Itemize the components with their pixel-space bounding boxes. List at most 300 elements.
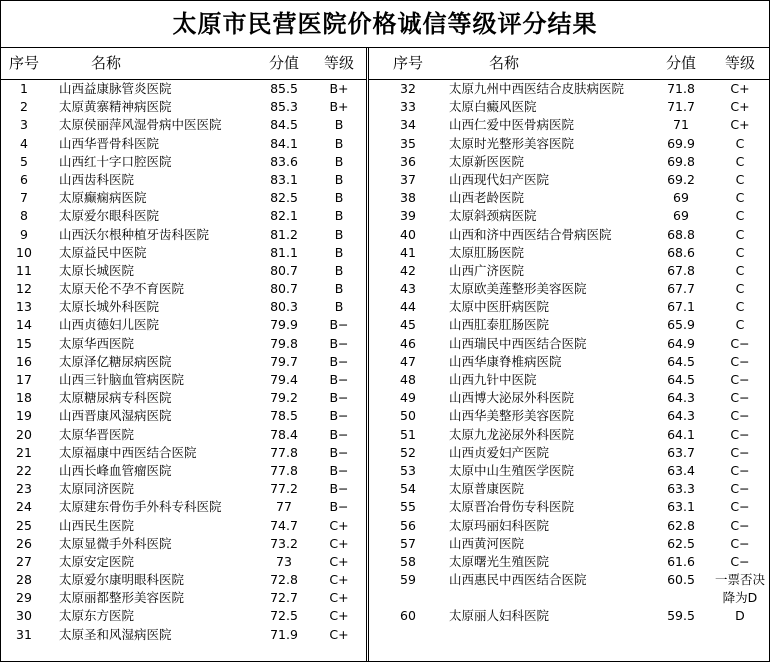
- hospital-name: 太原同济医院: [59, 481, 135, 497]
- grade-value: B−: [329, 390, 349, 406]
- score-value: 60.5: [667, 572, 695, 588]
- row-number: 38: [400, 190, 416, 206]
- hospital-name: 山西贞爱妇产医院: [449, 444, 550, 460]
- score-value: 80.3: [270, 299, 298, 315]
- score-value: 79.4: [270, 372, 298, 387]
- hospital-name: 山西黄河医院: [449, 535, 525, 551]
- row-number: 22: [16, 462, 32, 478]
- table-row: [369, 98, 770, 116]
- score-value: 63.1: [667, 499, 695, 515]
- hospital-name: 太原九龙泌尿外科医院: [449, 426, 575, 442]
- score-value: 64.5: [667, 353, 695, 369]
- score-value: 78.4: [270, 426, 298, 442]
- score-value: 82.5: [270, 190, 298, 206]
- grade-value: C: [735, 226, 745, 242]
- grade-value: B−: [329, 499, 349, 515]
- score-value: 62.8: [667, 517, 695, 533]
- row-number: 50: [400, 408, 416, 424]
- grade-value: C−: [730, 408, 750, 424]
- table-header-right: [369, 48, 770, 80]
- hospital-name: 山西现代妇产医院: [449, 171, 550, 187]
- grade-value: B−: [329, 353, 349, 369]
- row-number: 33: [400, 99, 416, 115]
- table-row: [1, 171, 366, 189]
- table-row: [369, 426, 770, 444]
- row-number: 10: [16, 244, 32, 260]
- score-value: 83.6: [270, 153, 298, 169]
- row-number: 48: [400, 372, 416, 387]
- hospital-name: 山西长峰血管瘤医院: [59, 462, 172, 478]
- score-value: 59.5: [667, 608, 695, 624]
- score-value: 77.8: [270, 444, 298, 460]
- score-value: 61.6: [667, 553, 695, 569]
- header-no: 序号: [8, 54, 39, 72]
- table-row: [369, 353, 770, 371]
- grade-value: C+: [329, 535, 349, 551]
- row-number: 59: [400, 572, 416, 588]
- grade-value: C−: [730, 553, 750, 569]
- hospital-name: 山西肛泰肛肠医院: [449, 317, 550, 333]
- table-row: [1, 498, 366, 516]
- table-row: [369, 316, 770, 334]
- row-number: 12: [16, 281, 32, 297]
- row-number: 14: [16, 317, 32, 333]
- row-number: 20: [16, 426, 32, 442]
- table-row: [1, 207, 366, 225]
- table-row: [369, 553, 770, 571]
- grade-value: B−: [329, 408, 349, 424]
- hospital-name: 山西华晋骨科医院: [59, 135, 160, 151]
- grade-value: C: [735, 244, 745, 260]
- score-value: 73.2: [270, 535, 298, 551]
- row-number: 40: [400, 226, 416, 242]
- right-column: [368, 48, 770, 661]
- table-row: [1, 316, 366, 334]
- table-row: [1, 426, 366, 444]
- table-row: [1, 116, 366, 134]
- table-row: [369, 462, 770, 480]
- table-row: [369, 207, 770, 225]
- grade-value: C−: [730, 426, 750, 442]
- row-number: 1: [20, 81, 28, 96]
- row-number: 53: [400, 462, 416, 478]
- score-value: 64.9: [667, 335, 695, 351]
- grade-value: C−: [730, 535, 750, 551]
- table-row: [1, 80, 366, 98]
- row-number: 15: [16, 335, 32, 351]
- hospital-name: 太原爱尔眼科医院: [59, 208, 160, 224]
- header-no: 序号: [392, 54, 423, 72]
- hospital-name: 太原中医肝病医院: [449, 299, 550, 315]
- table-row: [369, 407, 770, 425]
- grade-value: B+: [329, 99, 349, 115]
- grade-value: B: [334, 135, 344, 151]
- hospital-name: 山西齿科医院: [59, 171, 135, 187]
- hospital-name: 太原华西医院: [59, 335, 135, 351]
- header-name: 名称: [91, 54, 122, 72]
- grade-value: C+: [329, 590, 349, 606]
- grade-value: B: [334, 226, 344, 242]
- grade-value: C−: [730, 335, 750, 351]
- score-value: 80.7: [270, 281, 298, 297]
- row-number: 54: [400, 481, 416, 497]
- hospital-name: 山西华康脊椎病医院: [449, 353, 562, 369]
- score-value: 63.7: [667, 444, 695, 460]
- header-grade: 等级: [724, 54, 755, 72]
- score-value: 85.5: [270, 81, 298, 96]
- table-row: [369, 244, 770, 262]
- score-value: 64.3: [667, 390, 695, 406]
- score-value: 69: [673, 208, 689, 224]
- hospital-name: 太原晋冶骨伤专科医院: [449, 499, 575, 515]
- table-row: [1, 589, 366, 607]
- header-score: 分值: [665, 54, 696, 72]
- table-row: [1, 226, 366, 244]
- grade-value: C+: [730, 99, 750, 115]
- row-number: 19: [16, 408, 32, 424]
- hospital-name: 山西九针中医院: [449, 372, 537, 387]
- table-row: [1, 626, 366, 644]
- left-column: [1, 48, 367, 661]
- score-value: 79.9: [270, 317, 298, 333]
- row-number: 58: [400, 553, 416, 569]
- grade-value: C: [735, 171, 745, 187]
- hospital-name: 太原长城外科医院: [59, 299, 160, 315]
- grade-value: C+: [730, 81, 750, 96]
- score-value: 67.1: [667, 299, 695, 315]
- hospital-name: 太原东方医院: [59, 608, 135, 624]
- table-row: [1, 135, 366, 153]
- row-number: 35: [400, 135, 416, 151]
- row-number: 47: [400, 353, 416, 369]
- row-number: 4: [20, 135, 28, 151]
- row-number: 27: [16, 553, 32, 569]
- row-number: 30: [16, 608, 32, 624]
- row-number: 28: [16, 572, 32, 588]
- grade-value: B−: [329, 426, 349, 442]
- grade-value: C: [735, 153, 745, 169]
- table-row: [1, 389, 366, 407]
- table-row: [369, 498, 770, 516]
- grade-value: C−: [730, 517, 750, 533]
- table-row: [369, 444, 770, 462]
- row-number: 42: [400, 262, 416, 278]
- page-title: 太原市民营医院价格诚信等级评分结果: [1, 1, 769, 48]
- score-value: 64.3: [667, 408, 695, 424]
- score-value: 74.7: [270, 517, 298, 533]
- grade-value: B−: [329, 462, 349, 478]
- hospital-name: 山西三针脑血管病医院: [59, 372, 185, 387]
- table-row: [369, 571, 770, 607]
- score-value: 77: [276, 499, 292, 515]
- hospital-name: 山西益康脉管炎医院: [59, 81, 172, 96]
- hospital-name: 山西老龄医院: [449, 190, 525, 206]
- score-value: 68.8: [667, 226, 695, 242]
- table-row: [1, 353, 366, 371]
- hospital-name: 太原显微手外科医院: [59, 535, 172, 551]
- score-value: 72.7: [270, 590, 298, 606]
- table-row: [1, 280, 366, 298]
- table-row: [369, 298, 770, 316]
- grade-value: C+: [329, 553, 349, 569]
- grade-value: B: [334, 117, 344, 133]
- table-row: [1, 553, 366, 571]
- left-rows: [1, 80, 366, 644]
- score-value: 71.8: [667, 81, 695, 96]
- hospital-name: 太原新医医院: [449, 153, 525, 169]
- row-number: 7: [20, 190, 28, 206]
- hospital-name: 山西和济中西医结合骨病医院: [449, 226, 612, 242]
- grade-value: B−: [329, 372, 349, 387]
- hospital-name: 太原爱尔康明眼科医院: [59, 572, 185, 588]
- grade-value: B−: [329, 335, 349, 351]
- hospital-name: 山西贞德妇儿医院: [59, 317, 160, 333]
- table-row: [1, 335, 366, 353]
- hospital-name: 太原天伦不孕不育医院: [59, 281, 185, 297]
- row-number: 21: [16, 444, 32, 460]
- grade-value: C−: [730, 390, 750, 406]
- row-number: 3: [20, 117, 28, 133]
- table-row: [369, 135, 770, 153]
- row-number: 25: [16, 517, 32, 533]
- table-row: [1, 153, 366, 171]
- score-value: 68.6: [667, 244, 695, 260]
- row-number: 6: [20, 171, 28, 187]
- score-value: 63.3: [667, 481, 695, 497]
- table-row: [1, 444, 366, 462]
- table-row: [369, 116, 770, 134]
- score-value: 64.1: [667, 426, 695, 442]
- row-number: 49: [400, 390, 416, 406]
- header-grade: 等级: [323, 54, 354, 72]
- score-value: 81.2: [270, 226, 298, 242]
- score-value: 77.8: [270, 462, 298, 478]
- row-number: 16: [16, 353, 32, 369]
- hospital-name: 太原丽都整形美容医院: [59, 590, 185, 606]
- table-row: [369, 517, 770, 535]
- grade-value: B: [334, 190, 344, 206]
- row-number: 8: [20, 208, 28, 224]
- hospital-name: 太原糖尿病专科医院: [59, 390, 172, 406]
- hospital-name: 太原泽亿糖尿病医院: [59, 353, 172, 369]
- score-value: 79.2: [270, 390, 298, 406]
- table-row: [1, 517, 366, 535]
- score-value: 67.8: [667, 262, 695, 278]
- hospital-name: 太原白癜风医院: [449, 99, 537, 115]
- header-name: 名称: [489, 54, 520, 72]
- score-value: 81.1: [270, 244, 298, 260]
- grade-value: B: [334, 153, 344, 169]
- hospital-name: 太原益民中医院: [59, 244, 147, 260]
- table-row: [369, 189, 770, 207]
- hospital-name: 山西民生医院: [59, 517, 135, 533]
- table-row: [369, 607, 770, 625]
- row-number: 37: [400, 171, 416, 187]
- score-value: 71.7: [667, 99, 695, 115]
- score-value: 69: [673, 190, 689, 206]
- score-value: 84.5: [270, 117, 298, 133]
- row-number: 23: [16, 481, 32, 497]
- score-value: 65.9: [667, 317, 695, 333]
- table-row: [1, 480, 366, 498]
- row-number: 11: [16, 262, 32, 278]
- table-row: [369, 80, 770, 98]
- row-number: 2: [20, 99, 28, 115]
- grade-value: C: [735, 262, 745, 278]
- row-number: 55: [400, 499, 416, 515]
- table-row: [1, 262, 366, 280]
- row-number: 43: [400, 281, 416, 297]
- header-score: 分值: [268, 54, 299, 72]
- table-row: [369, 153, 770, 171]
- hospital-name: 太原欧美莲整形美容医院: [449, 281, 587, 297]
- row-number: 46: [400, 335, 416, 351]
- hospital-name: 山西仁爱中医骨病医院: [449, 117, 575, 133]
- hospital-name: 太原建东骨伤手外科专科医院: [59, 499, 222, 515]
- score-value: 79.8: [270, 335, 298, 351]
- grade-value: 一票否决降为D: [714, 572, 765, 606]
- row-number: 18: [16, 390, 32, 406]
- score-value: 67.7: [667, 281, 695, 297]
- score-value: 71: [673, 117, 689, 133]
- hospital-name: 太原肛肠医院: [449, 244, 525, 260]
- row-number: 60: [400, 608, 416, 624]
- table-row: [369, 371, 770, 389]
- row-number: 9: [20, 226, 28, 242]
- hospital-name: 太原曙光生殖医院: [449, 553, 550, 569]
- table-row: [369, 262, 770, 280]
- hospital-name: 太原时光整形美容医院: [449, 135, 575, 151]
- score-value: 69.9: [667, 135, 695, 151]
- row-number: 57: [400, 535, 416, 551]
- grade-value: C: [735, 208, 745, 224]
- table-row: [369, 389, 770, 407]
- grade-value: C−: [730, 499, 750, 515]
- grade-value: B: [334, 281, 344, 297]
- row-number: 17: [16, 372, 32, 387]
- score-value: 63.4: [667, 462, 695, 478]
- hospital-name: 山西华美整形美容医院: [449, 408, 575, 424]
- table-row: [1, 571, 366, 589]
- hospital-name: 山西惠民中西医结合医院: [449, 572, 587, 588]
- grade-value: C: [735, 317, 745, 333]
- hospital-name: 太原九州中西医结合皮肤病医院: [449, 81, 625, 96]
- row-number: 52: [400, 444, 416, 460]
- score-value: 73: [276, 553, 292, 569]
- table-row: [369, 480, 770, 498]
- hospital-name: 太原华晋医院: [59, 426, 135, 442]
- grade-value: B: [334, 244, 344, 260]
- row-number: 13: [16, 299, 32, 315]
- hospital-name: 太原癫痫病医院: [59, 190, 147, 206]
- hospital-name: 太原黄寨精神病医院: [59, 99, 172, 115]
- hospital-name: 太原侯丽萍风湿骨病中医医院: [59, 117, 222, 133]
- grade-value: C: [735, 190, 745, 206]
- grade-value: C−: [730, 462, 750, 478]
- table-row: [1, 98, 366, 116]
- grade-value: C−: [730, 444, 750, 460]
- grade-value: B−: [329, 481, 349, 497]
- score-value: 84.1: [270, 135, 298, 151]
- hospital-name: 太原丽人妇科医院: [449, 608, 550, 624]
- grade-value: C: [735, 281, 745, 297]
- row-number: 41: [400, 244, 416, 260]
- score-value: 78.5: [270, 408, 298, 424]
- grade-value: B: [334, 262, 344, 278]
- grade-value: C−: [730, 353, 750, 369]
- hospital-name: 山西红十字口腔医院: [59, 153, 172, 169]
- score-value: 80.7: [270, 262, 298, 278]
- grade-value: C+: [329, 572, 349, 588]
- table-row: [1, 607, 366, 625]
- row-number: 31: [16, 626, 32, 642]
- score-value: 83.1: [270, 171, 298, 187]
- score-value: 77.2: [270, 481, 298, 497]
- score-value: 72.8: [270, 572, 298, 588]
- row-number: 24: [16, 499, 32, 515]
- grade-value: C−: [730, 481, 750, 497]
- score-value: 69.8: [667, 153, 695, 169]
- row-number: 26: [16, 535, 32, 551]
- score-value: 69.2: [667, 171, 695, 187]
- table-row: [1, 298, 366, 316]
- score-value: 64.5: [667, 372, 695, 387]
- grade-value: C+: [329, 608, 349, 624]
- grade-value: C+: [329, 517, 349, 533]
- hospital-name: 山西瑞民中西医结合医院: [449, 335, 587, 351]
- grade-value: B+: [329, 81, 349, 96]
- hospital-name: 太原中山生殖医学医院: [449, 462, 575, 478]
- hospital-name: 山西博大泌尿外科医院: [449, 390, 575, 406]
- score-value: 72.5: [270, 608, 298, 624]
- score-value: 62.5: [667, 535, 695, 551]
- hospital-name: 山西广济医院: [449, 262, 525, 278]
- grade-value: B: [334, 299, 344, 315]
- grade-value: D: [735, 608, 745, 624]
- grade-value: B: [334, 208, 344, 224]
- table-row: [1, 189, 366, 207]
- grade-value: B−: [329, 444, 349, 460]
- table-row: [369, 335, 770, 353]
- row-number: 29: [16, 590, 32, 606]
- row-number: 36: [400, 153, 416, 169]
- table-row: [369, 226, 770, 244]
- table-row: [1, 244, 366, 262]
- row-number: 5: [20, 153, 28, 169]
- grade-value: C: [735, 135, 745, 151]
- hospital-name: 太原普康医院: [449, 481, 525, 497]
- hospital-name: 太原圣和风湿病医院: [59, 626, 172, 642]
- grade-value: C+: [730, 117, 750, 133]
- row-number: 45: [400, 317, 416, 333]
- row-number: 34: [400, 117, 416, 133]
- hospital-name: 山西晋康风湿病医院: [59, 408, 172, 424]
- score-value: 82.1: [270, 208, 298, 224]
- score-value: 79.7: [270, 353, 298, 369]
- table-row: [1, 462, 366, 480]
- table-row: [1, 371, 366, 389]
- grade-value: C: [735, 299, 745, 315]
- hospital-name: 太原安定医院: [59, 553, 135, 569]
- table-row: [369, 171, 770, 189]
- row-number: 51: [400, 426, 416, 442]
- row-number: 44: [400, 299, 416, 315]
- row-number: 56: [400, 517, 416, 533]
- table-row: [369, 280, 770, 298]
- table-row: [1, 407, 366, 425]
- row-number: 39: [400, 208, 416, 224]
- row-number: 32: [400, 81, 416, 96]
